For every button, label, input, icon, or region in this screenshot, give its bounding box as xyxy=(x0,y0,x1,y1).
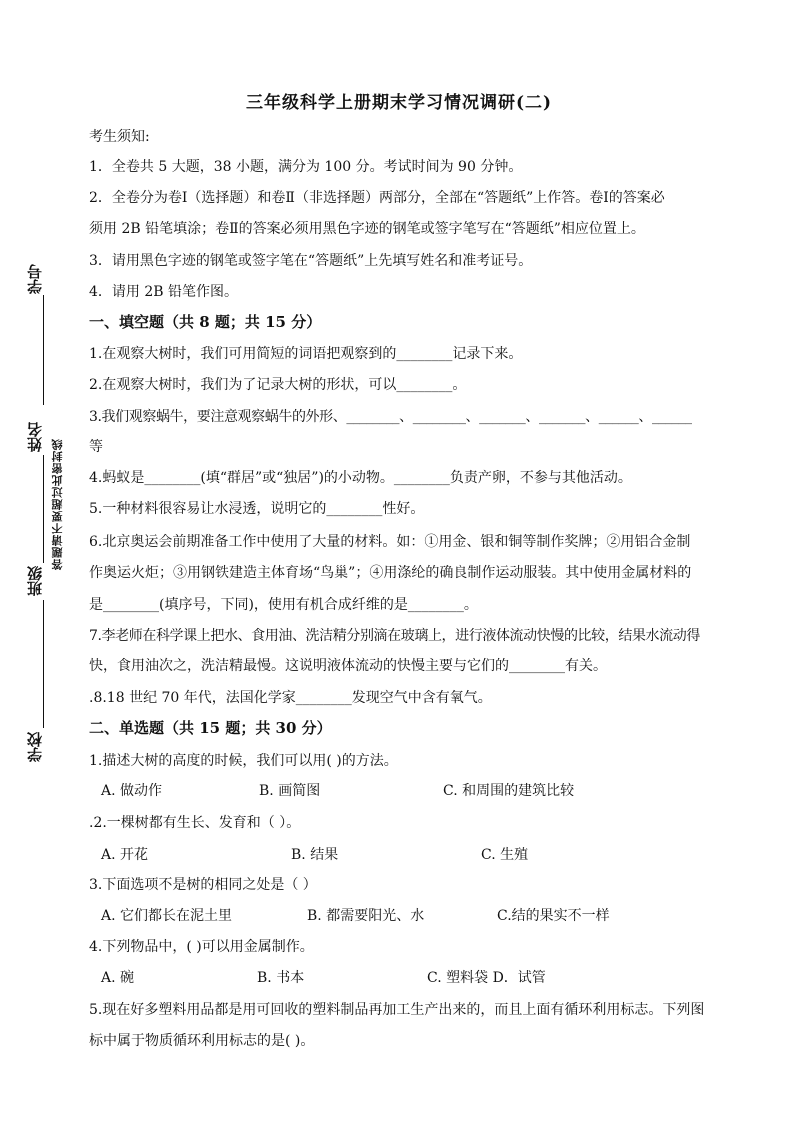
student-number-label: 学号 xyxy=(26,264,44,294)
choice-question-stem: 1.描述大树的高度的时候，我们可以用( )的方法。 xyxy=(89,753,398,769)
fill-in-question: 5.一种材料很容易让水浸透，说明它的________性好。 xyxy=(89,501,425,517)
fill-in-question: 2.在观察大树时，我们为了记录大树的形状，可以________。 xyxy=(89,377,467,393)
choice-option: B. 画简图 xyxy=(259,783,321,799)
fill-in-question: 3.我们观察蜗牛，要注意观察蜗牛的外形、________、________、_______、_______、______、______ xyxy=(89,409,692,425)
fill-in-question: 6.北京奥运会前期准备工作中使用了大量的材料。如：①用金、银和铜等制作奖牌；②用铝合金制 xyxy=(89,534,691,550)
choice-option: C. 塑料袋 D．试管 xyxy=(427,970,546,986)
fill-in-question: .8.18 世纪 70 年代，法国化学家________发现空气中含有氧气。 xyxy=(89,690,492,706)
choice-option: A. 它们都长在泥土里 xyxy=(101,908,233,924)
notice-item: 1．全卷共 5 大题，38 小题，满分为 100 分。考试时间为 90 分钟。 xyxy=(89,159,523,175)
student-name-label: 姓名 xyxy=(26,422,44,452)
fill-in-question: 作奥运火炬；③用钢铁建造主体育场“鸟巢”；④用涤纶的确良制作运动服装。其中使用金属材料的 xyxy=(89,565,692,581)
school-label: 学校 xyxy=(26,732,44,762)
notice-item: 3．请用黑色字迹的钢笔或签字笔在“答题纸”上先填写姓名和准考证号。 xyxy=(89,253,533,269)
notice-heading: 考生须知: xyxy=(89,129,150,145)
choice-option: C.结的果实不一样 xyxy=(497,908,610,924)
choice-question-stem: 标中属于物质循环利用标志的是( )。 xyxy=(89,1033,315,1049)
seal-line-warning: 答题请不要超过此密封线 xyxy=(51,438,64,570)
page-title: 三年级科学上册期末学习情况调研(二) xyxy=(245,93,553,113)
choice-options xyxy=(101,780,701,800)
class-label: 班级 xyxy=(26,566,44,596)
section-heading-single-choice: 二、单选题（共 15 题；共 30 分） xyxy=(89,719,332,737)
fill-in-question: 快，食用油次之，洗洁精最慢。这说明液体流动的快慢主要与它们的________有关。 xyxy=(89,658,607,674)
choice-options xyxy=(101,844,701,864)
class-line xyxy=(43,600,44,728)
notice-item: 2．全卷分为卷Ⅰ（选择题）和卷Ⅱ（非选择题）两部分，全部在“答题纸”上作答。卷Ⅰ的答案必 xyxy=(89,190,665,206)
choice-option: C. 和周围的建筑比较 xyxy=(443,783,575,799)
fill-in-question: 4.蚂蚁是________(填“群居”或“独居”)的小动物。________负责产卵，不参与其他活动。 xyxy=(89,470,632,486)
choice-options xyxy=(101,967,701,987)
student-name-line xyxy=(43,455,44,563)
section-heading-fill-in: 一、填空题（共 8 题；共 15 分） xyxy=(89,313,322,331)
choice-option: B. 书本 xyxy=(257,970,305,986)
choice-question-stem: 4.下列物品中，( )可以用金属制作。 xyxy=(89,939,314,955)
fill-in-question: 7.李老师在科学课上把水、食用油、洗洁精分别滴在玻璃上，进行液体流动快慢的比较，结果水流动得 xyxy=(89,628,700,644)
choice-question-stem: .2.一棵树都有生长、发育和（ ）。 xyxy=(89,815,301,831)
choice-option: A. 碗 xyxy=(101,970,135,986)
choice-question-stem: 5.现在好多塑料用品都是用可回收的塑料制品再加工生产出来的，而且上面有循环利用标志。下列图 xyxy=(89,1002,705,1018)
choice-question-stem: 3.下面选项不是树的相同之处是（ ） xyxy=(89,877,317,893)
fill-in-question: 是________(填序号，下同)，使用有机合成纤维的是________。 xyxy=(89,597,478,613)
notice-item: 须用 2B 铅笔填涂；卷Ⅱ的答案必须用黑色字迹的钢笔或签字笔写在“答题纸”相应位置上。 xyxy=(89,221,645,237)
notice-item: 4．请用 2B 铅笔作图。 xyxy=(89,284,239,300)
choice-option: A. 做动作 xyxy=(101,783,163,799)
student-number-line xyxy=(43,295,44,405)
fill-in-question: 1.在观察大树时，我们可用简短的词语把观察到的________记录下来。 xyxy=(89,346,523,362)
fill-in-question: 等 xyxy=(89,439,103,455)
choice-option: B. 结果 xyxy=(291,847,339,863)
choice-option: B. 都需要阳光、水 xyxy=(307,908,425,924)
choice-option: A. 开花 xyxy=(101,847,149,863)
choice-options xyxy=(101,905,701,925)
binding-strip xyxy=(0,0,80,1123)
choice-option: C. 生殖 xyxy=(481,847,529,863)
